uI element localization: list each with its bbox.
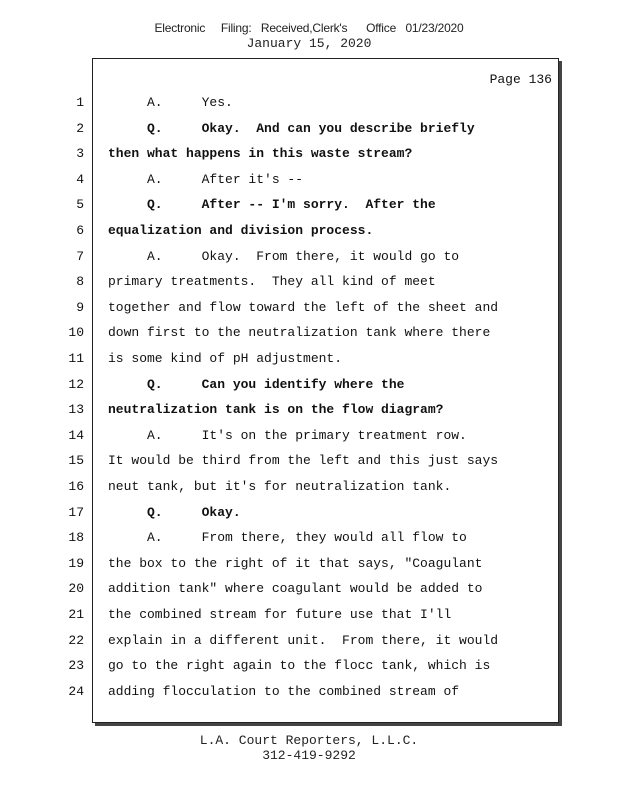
line-number: 19 — [68, 556, 84, 571]
transcript-line: explain in a different unit. From there, it would — [108, 633, 499, 648]
transcript-line: go to the right again to the flocc tank, which is — [108, 658, 491, 673]
transcript-date: January 15, 2020 — [246, 36, 372, 51]
line-number: 9 — [76, 300, 84, 315]
transcript-line: together and flow toward the left of the sheet and — [108, 300, 499, 315]
line-number: 11 — [68, 351, 84, 366]
transcript-line: addition tank" where coagulant would be added to — [108, 581, 483, 596]
line-number: 12 — [68, 377, 84, 392]
line-number: 1 — [76, 95, 84, 110]
line-number: 4 — [76, 172, 84, 187]
line-number: 2 — [76, 121, 84, 136]
line-number: 5 — [76, 197, 84, 212]
filing-stamp: Electronic Filing: Received,Clerk's Office 01/23/2020 — [154, 21, 464, 35]
transcript-line: the box to the right of it that says, "Coagulant — [108, 556, 483, 571]
transcript-line: adding flocculation to the combined stream of — [108, 684, 460, 699]
transcript-line: is some kind of pH adjustment. — [108, 351, 343, 366]
line-number: 15 — [68, 453, 84, 468]
line-number: 6 — [76, 223, 84, 238]
transcript-line: Q. After -- I'm sorry. After the — [108, 197, 436, 212]
line-number: 16 — [68, 479, 84, 494]
transcript-line: primary treatments. They all kind of meet — [108, 274, 436, 289]
line-number: 7 — [76, 249, 84, 264]
line-number: 10 — [68, 325, 84, 340]
transcript-line: down first to the neutralization tank where there — [108, 325, 491, 340]
line-number: 17 — [68, 505, 84, 520]
line-number: 13 — [68, 402, 84, 417]
line-number: 21 — [68, 607, 84, 622]
line-number: 20 — [68, 581, 84, 596]
line-number: 22 — [68, 633, 84, 648]
page-number: Page 136 — [489, 72, 552, 87]
transcript-line: Q. Okay. — [108, 505, 241, 520]
transcript-line: the combined stream for future use that I'll — [108, 607, 452, 622]
transcript-line: Q. Okay. And can you describe briefly — [108, 121, 475, 136]
transcript-line: A. Okay. From there, it would go to — [108, 249, 460, 264]
transcript-line: neut tank, but it's for neutralization tank. — [108, 479, 452, 494]
line-number: 8 — [76, 274, 84, 289]
transcript-line: then what happens in this waste stream? — [108, 146, 413, 161]
transcript-line: Q. Can you identify where the — [108, 377, 405, 392]
line-number: 23 — [68, 658, 84, 673]
line-number: 18 — [68, 530, 84, 545]
line-number: 3 — [76, 146, 84, 161]
line-number: 24 — [68, 684, 84, 699]
line-number: 14 — [68, 428, 84, 443]
reporter-phone: 312-419-9292 — [262, 748, 356, 763]
reporter-company: L.A. Court Reporters, L.L.C. — [199, 733, 419, 748]
transcript-line: It would be third from the left and this just says — [108, 453, 499, 468]
transcript-line: A. Yes. — [108, 95, 233, 110]
transcript-line: A. It's on the primary treatment row. — [108, 428, 467, 443]
transcript-line: equalization and division process. — [108, 223, 374, 238]
transcript-line: A. From there, they would all flow to — [108, 530, 467, 545]
transcript-line: neutralization tank is on the flow diagram? — [108, 402, 444, 417]
transcript-line: A. After it's -- — [108, 172, 304, 187]
